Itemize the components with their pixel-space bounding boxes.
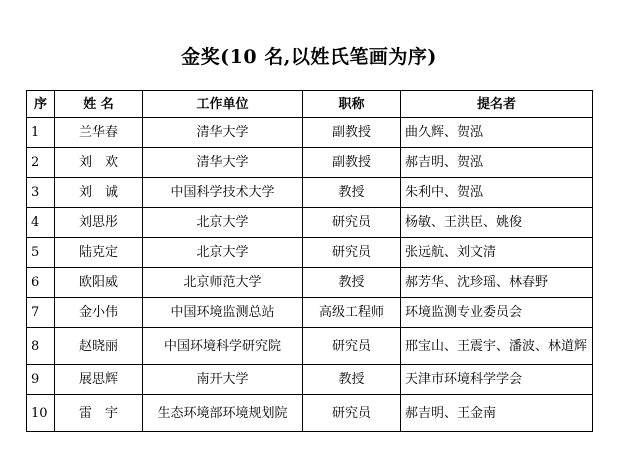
cell-no: 3 bbox=[27, 178, 55, 208]
cell-no: 4 bbox=[27, 208, 55, 238]
cell-title: 高级工程师 bbox=[303, 298, 401, 328]
cell-nominators: 杨敏、王洪臣、姚俊 bbox=[401, 208, 593, 238]
cell-unit: 中国环境监测总站 bbox=[143, 298, 303, 328]
table-row bbox=[27, 268, 593, 298]
cell-no: 6 bbox=[27, 268, 55, 298]
table-row bbox=[27, 365, 593, 395]
page-title: 金奖(10 名,以姓氏笔画为序) bbox=[181, 46, 437, 68]
table-row bbox=[27, 118, 593, 148]
cell-name: 展思辉 bbox=[55, 365, 143, 395]
header-title: 职称 bbox=[303, 91, 401, 118]
cell-unit: 南开大学 bbox=[143, 365, 303, 395]
cell-nominators: 天津市环境科学学会 bbox=[401, 365, 593, 395]
cell-name: 赵晓丽 bbox=[55, 328, 143, 365]
cell-no: 5 bbox=[27, 238, 55, 268]
table-row bbox=[27, 298, 593, 328]
table-header-row bbox=[27, 91, 593, 118]
cell-unit: 中国科学技术大学 bbox=[143, 178, 303, 208]
table-row bbox=[27, 208, 593, 238]
cell-nominators: 环境监测专业委员会 bbox=[401, 298, 593, 328]
header-name: 姓 名 bbox=[55, 91, 143, 118]
cell-nominators: 朱利中、贺泓 bbox=[401, 178, 593, 208]
header-unit: 工作单位 bbox=[143, 91, 303, 118]
awards-table bbox=[26, 90, 593, 432]
cell-title: 教授 bbox=[303, 268, 401, 298]
cell-nominators: 郝芳华、沈珍瑶、林春野 bbox=[401, 268, 593, 298]
cell-name: 兰华春 bbox=[55, 118, 143, 148]
table-row bbox=[27, 328, 593, 365]
cell-nominators: 邢宝山、王震宇、潘波、林道辉 bbox=[401, 328, 593, 365]
table-row bbox=[27, 395, 593, 432]
cell-no: 2 bbox=[27, 148, 55, 178]
cell-unit: 北京师范大学 bbox=[143, 268, 303, 298]
table-row bbox=[27, 148, 593, 178]
cell-title: 教授 bbox=[303, 178, 401, 208]
cell-name: 雷 宇 bbox=[55, 395, 143, 432]
cell-no: 7 bbox=[27, 298, 55, 328]
table-row bbox=[27, 178, 593, 208]
table-row bbox=[27, 238, 593, 268]
cell-unit: 生态环境部环境规划院 bbox=[143, 395, 303, 432]
cell-title: 研究员 bbox=[303, 238, 401, 268]
header-no: 序 bbox=[27, 91, 55, 118]
cell-name: 金小伟 bbox=[55, 298, 143, 328]
cell-no: 9 bbox=[27, 365, 55, 395]
cell-title: 教授 bbox=[303, 365, 401, 395]
cell-nominators: 郝吉明、王金南 bbox=[401, 395, 593, 432]
cell-title: 研究员 bbox=[303, 395, 401, 432]
cell-unit: 清华大学 bbox=[143, 118, 303, 148]
cell-title: 副教授 bbox=[303, 148, 401, 178]
header-nominators: 提名者 bbox=[401, 91, 593, 118]
cell-nominators: 郝吉明、贺泓 bbox=[401, 148, 593, 178]
cell-unit: 北京大学 bbox=[143, 238, 303, 268]
cell-name: 陆克定 bbox=[55, 238, 143, 268]
cell-no: 10 bbox=[27, 395, 55, 432]
cell-unit: 中国环境科学研究院 bbox=[143, 328, 303, 365]
cell-title: 副教授 bbox=[303, 118, 401, 148]
cell-no: 8 bbox=[27, 328, 55, 365]
cell-unit: 清华大学 bbox=[143, 148, 303, 178]
cell-name: 刘 欢 bbox=[55, 148, 143, 178]
cell-no: 1 bbox=[27, 118, 55, 148]
cell-name: 欧阳威 bbox=[55, 268, 143, 298]
cell-unit: 北京大学 bbox=[143, 208, 303, 238]
cell-nominators: 曲久辉、贺泓 bbox=[401, 118, 593, 148]
cell-title: 研究员 bbox=[303, 208, 401, 238]
cell-name: 刘 诚 bbox=[55, 178, 143, 208]
cell-nominators: 张远航、刘文清 bbox=[401, 238, 593, 268]
cell-name: 刘思彤 bbox=[55, 208, 143, 238]
cell-title: 研究员 bbox=[303, 328, 401, 365]
